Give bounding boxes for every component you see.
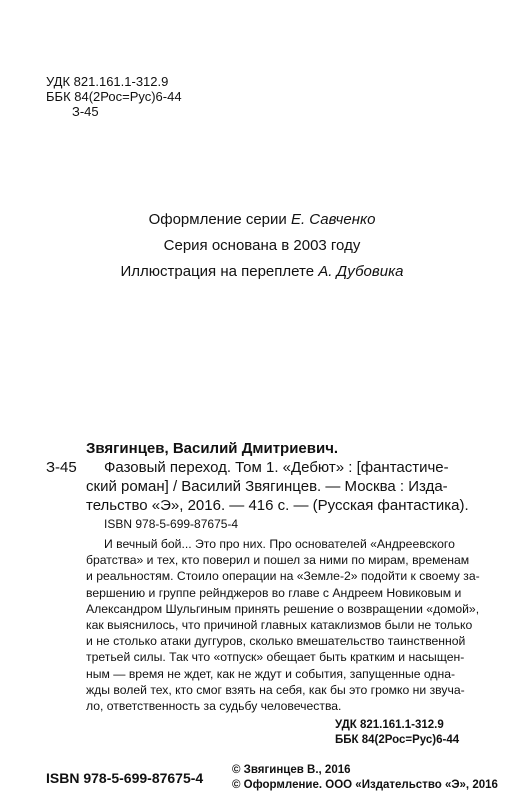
annotation-line: ло, ответственность за судьбу человечества. xyxy=(86,699,342,714)
bbk-top: ББК 84(2Рос=Рус)6-44 xyxy=(46,89,182,104)
annotation-line: как выяснилось, что причиной главных катаклизмов были не только xyxy=(86,618,473,633)
biblio-line-3: тельство «Э», 2016. — 416 с. — (Русская фантастика). xyxy=(86,497,469,514)
annotation-line: жды волей тех, кто смог взять на себя, как бы это громко ни звуча- xyxy=(86,682,465,697)
author-heading: Звягинцев, Василий Дмитриевич. xyxy=(86,440,339,457)
annotation-line: Александром Шульгиным принять решение о возвращении «домой», xyxy=(86,601,480,616)
annotation-line: и реальностям. Стоило операции на «Земле-2» подойти к своему за- xyxy=(86,569,480,584)
annotation-line: третьей силы. Так что «отпуск» обещает быть кратким и насыщен- xyxy=(86,650,465,665)
isbn-footer: ISBN 978-5-699-87675-4 xyxy=(46,770,204,786)
author-code-top: З-45 xyxy=(72,104,99,119)
series-design-prefix: Оформление серии xyxy=(148,211,291,228)
annotation-line: И вечный бой... Это про них. Про основателей «Андреевского xyxy=(104,537,455,551)
annotation-line: ным — время не ждет, как не ждут и события, запущенные одна- xyxy=(86,666,456,681)
illustration-name: А. Дубовика xyxy=(318,263,404,280)
copyright-design: © Оформление. ООО «Издательство «Э», 2016 xyxy=(232,779,498,791)
annotation-line: и не столько атаки дуггуров, сколько вмешательство таинственной xyxy=(86,634,466,649)
series-design-credit xyxy=(0,211,524,229)
author-code: З-45 xyxy=(46,459,77,476)
bbk-bottom: ББК 84(2Рос=Рус)6-44 xyxy=(335,734,460,746)
series-founded: Серия основана в 2003 году xyxy=(163,237,361,254)
annotation-line: братства» и тех, кто поверил и пошел за ними по мирам, временам xyxy=(86,553,470,568)
biblio-line-1: Фазовый переход. Том 1. «Дебют» : [фантастиче- xyxy=(104,459,449,476)
annotation xyxy=(86,536,478,714)
illustration-credit xyxy=(0,263,524,281)
illustration-prefix: Иллюстрация на переплете xyxy=(120,263,319,280)
isbn-record: ISBN 978-5-699-87675-4 xyxy=(104,517,239,531)
annotation-line: вершению и группе рейнджеров во главе с Андреем Новиковым и xyxy=(86,585,462,600)
udk-top: УДК 821.161.1-312.9 xyxy=(46,74,169,89)
series-design-name: Е. Савченко xyxy=(290,211,376,228)
biblio-line-2: ский роман] / Василий Звягинцев. — Москва : Изда- xyxy=(86,478,448,495)
copyright-author: © Звягинцев В., 2016 xyxy=(232,764,351,776)
udk-bottom: УДК 821.161.1-312.9 xyxy=(335,719,444,731)
